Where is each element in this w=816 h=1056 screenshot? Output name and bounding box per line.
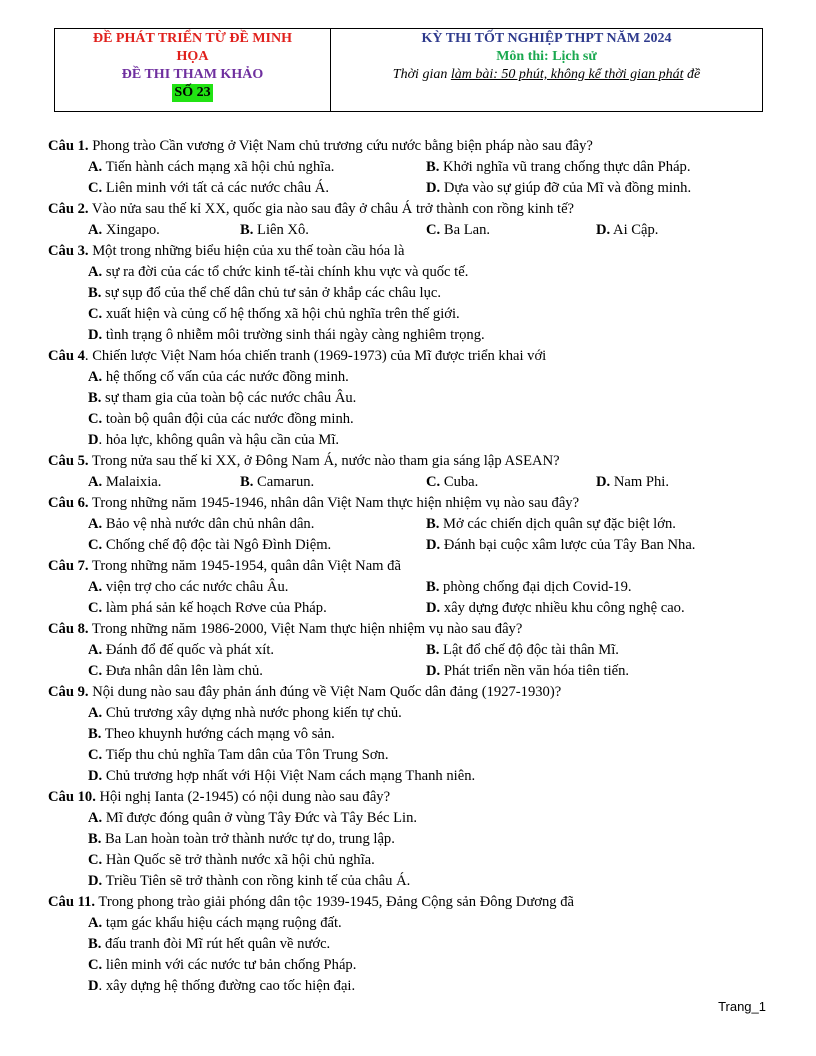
answer-row (48, 220, 778, 241)
question-stem (48, 892, 778, 913)
answer-text: Đánh đổ đế quốc và phát xít. (102, 642, 275, 658)
answer-letter: C. (88, 411, 103, 427)
answer-option (48, 745, 778, 766)
answer-option (88, 157, 334, 178)
answer-option (48, 913, 778, 934)
answer-option (48, 955, 778, 976)
question-text: Trong những năm 1986-2000, Việt Nam thực hiện nhiệm vụ nào sau đây? (88, 621, 523, 637)
answer-text: Ba Lan. (440, 222, 491, 238)
answer-text: sự tham gia của toàn bộ các nước châu Âu. (101, 390, 357, 406)
question-label: Câu 5. (48, 453, 89, 469)
question-label: Câu 2. (48, 201, 89, 217)
question-text: Phong trào Cần vương ở Việt Nam chủ trương cứu nước bằng biện pháp nào sau đây? (88, 138, 593, 154)
answer-text: Chủ trương xây dựng nhà nước phong kiến tự chủ. (102, 705, 402, 721)
answer-option (426, 472, 478, 493)
answer-letter: D. (426, 537, 441, 553)
question-2 (48, 199, 778, 241)
answer-text: liên minh với các nước tư bản chống Pháp. (102, 957, 357, 973)
question-7 (48, 556, 778, 619)
answer-letter: D (88, 432, 99, 448)
answer-option (48, 304, 778, 325)
answer-option (88, 178, 329, 199)
answer-text: Lật đổ chế độ độc tài thân Mĩ. (439, 642, 619, 658)
exam-subject: Môn thi: Lịch sử (496, 49, 597, 64)
answer-row (48, 640, 778, 661)
answer-text: Liên minh với tất cả các nước châu Á. (102, 180, 329, 196)
answer-text: xây dựng được nhiều khu công nghệ cao. (440, 600, 685, 616)
header-source-line1: ĐỀ PHÁT TRIỂN TỪ ĐỀ MINH (92, 31, 292, 46)
question-stem (48, 619, 778, 640)
answer-text: Khởi nghĩa vũ trang chống thực dân Pháp. (439, 159, 691, 175)
answer-row (48, 577, 778, 598)
answer-option (48, 724, 778, 745)
answer-text: xuất hiện và củng cố hệ thống xã hội chủ nghĩa trên thế giới. (102, 306, 460, 322)
question-8 (48, 619, 778, 682)
answer-option (426, 514, 676, 535)
answer-letter: C. (426, 474, 441, 490)
answer-option (426, 535, 695, 556)
answer-letter: D. (426, 600, 441, 616)
answer-text: viện trợ cho các nước châu Âu. (102, 579, 289, 595)
question-5 (48, 451, 778, 493)
answer-text: Liên Xô. (253, 222, 309, 238)
answer-row (48, 178, 778, 199)
question-10 (48, 787, 778, 892)
question-label: Câu 1. (48, 138, 89, 154)
answer-option (426, 577, 632, 598)
answer-letter: D. (88, 327, 103, 343)
answer-text: Đánh bại cuộc xâm lược của Tây Ban Nha. (440, 537, 696, 553)
answer-letter: D. (596, 474, 611, 490)
answer-row (48, 514, 778, 535)
answer-option (240, 472, 314, 493)
exam-header (54, 28, 763, 112)
answer-text: Chống chế độ độc tài Ngô Đình Diệm. (102, 537, 332, 553)
answer-text: phòng chống đại dịch Covid-19. (439, 579, 632, 595)
answer-option (48, 808, 778, 829)
question-stem (48, 199, 778, 220)
answer-row (48, 472, 778, 493)
page-number: Trang_1 (718, 999, 766, 1014)
answer-option (48, 976, 778, 997)
question-9 (48, 682, 778, 787)
question-label: Câu 10. (48, 789, 96, 805)
answer-option (88, 661, 263, 682)
answer-text: Phát triển nền văn hóa tiên tiến. (440, 663, 630, 679)
question-stem (48, 241, 778, 262)
answer-text: Đưa nhân dân lên làm chủ. (102, 663, 263, 679)
answer-text: Hàn Quốc sẽ trở thành nước xã hội chủ nghĩa. (102, 852, 375, 868)
answer-letter: C. (426, 222, 441, 238)
answer-option (48, 703, 778, 724)
answer-text: làm phá sản kế hoạch Rơve của Pháp. (102, 600, 327, 616)
answer-option (48, 871, 778, 892)
answer-letter: C. (88, 663, 103, 679)
question-label: Câu 11. (48, 894, 96, 910)
answer-text: . xây dựng hệ thống đường cao tốc hiện đại. (98, 978, 356, 994)
question-stem (48, 556, 778, 577)
answer-letter: A. (88, 369, 103, 385)
answer-text: Nam Phi. (610, 474, 669, 490)
answer-option (426, 598, 685, 619)
answer-row (48, 661, 778, 682)
answer-letter: C. (88, 957, 103, 973)
answer-option (88, 640, 274, 661)
answer-letter: D. (426, 180, 441, 196)
answer-letter: A. (88, 642, 103, 658)
answer-row (48, 157, 778, 178)
answer-text: Ba Lan hoàn toàn trở thành nước tự do, trung lập. (101, 831, 395, 847)
answer-option (88, 598, 327, 619)
answer-letter: C. (88, 537, 103, 553)
question-text: Hội nghị Ianta (2-1945) có nội dung nào sau đây? (95, 789, 391, 805)
answer-text: sự sụp đổ của thể chế dân chủ tư sản ở khắp các châu lục. (101, 285, 442, 301)
answer-text: tạm gác khẩu hiệu cách mạng ruộng đất. (102, 915, 342, 931)
question-list (48, 136, 778, 997)
answer-letter: A. (88, 474, 103, 490)
answer-letter: C. (88, 306, 103, 322)
answer-text: đấu tranh đòi Mĩ rút hết quân về nước. (101, 936, 331, 952)
answer-letter: D. (426, 663, 441, 679)
answer-text: Bảo vệ nhà nước dân chủ nhân dân. (102, 516, 315, 532)
answer-letter: A. (88, 705, 103, 721)
answer-letter: B. (240, 474, 254, 490)
answer-letter: D. (596, 222, 611, 238)
answer-letter: A. (88, 915, 103, 931)
question-stem (48, 787, 778, 808)
question-11 (48, 892, 778, 997)
question-text: . Chiến lược Việt Nam hóa chiến tranh (1969-1973) của Mĩ được triển khai với (84, 348, 547, 364)
question-4 (48, 346, 778, 451)
exam-duration: Thời gian làm bài: 50 phút, không kể thời gian phát đề (392, 67, 701, 82)
answer-text: Mở các chiến dịch quân sự đặc biệt lớn. (439, 516, 676, 532)
answer-option (88, 535, 331, 556)
question-label: Câu 9. (48, 684, 89, 700)
answer-letter: B. (88, 831, 102, 847)
answer-text: Tiến hành cách mạng xã hội chủ nghĩa. (102, 159, 335, 175)
answer-option (48, 262, 778, 283)
answer-letter: B. (426, 159, 440, 175)
answer-text: Tiếp thu chủ nghĩa Tam dân của Tôn Trung Sơn. (102, 747, 389, 763)
answer-option (426, 640, 619, 661)
answer-text: Camarun. (253, 474, 315, 490)
answer-option (88, 472, 161, 493)
exam-code-badge: SỐ 23 (174, 85, 211, 100)
answer-text: . hỏa lực, không quân và hậu cần của Mĩ. (98, 432, 340, 448)
answer-letter: A. (88, 159, 103, 175)
answer-letter: D. (88, 768, 103, 784)
answer-text: hệ thống cố vấn của các nước đồng minh. (102, 369, 349, 385)
answer-letter: A. (88, 264, 103, 280)
answer-letter: B. (88, 726, 102, 742)
answer-option (48, 829, 778, 850)
answer-letter: C. (88, 852, 103, 868)
answer-option (426, 661, 629, 682)
question-1 (48, 136, 778, 199)
header-left-cell (55, 29, 331, 111)
answer-letter: A. (88, 810, 103, 826)
question-label: Câu 8. (48, 621, 89, 637)
question-text: Trong phong trào giải phóng dân tộc 1939-1945, Đảng Cộng sản Đông Dương đã (95, 894, 574, 910)
answer-text: sự ra đời của các tổ chức kinh tế-tài chính khu vực và quốc tế. (102, 264, 469, 280)
answer-option (48, 388, 778, 409)
answer-letter: B. (426, 642, 440, 658)
question-text: Vào nửa sau thế kỉ XX, quốc gia nào sau đây ở châu Á trở thành con rồng kinh tế? (88, 201, 575, 217)
header-source-line2: HỌA (176, 49, 209, 64)
header-right-cell (331, 29, 762, 111)
answer-letter: D (88, 978, 99, 994)
question-stem (48, 451, 778, 472)
answer-text: toàn bộ quân đội của các nước đồng minh. (102, 411, 354, 427)
answer-text: Ai Cập. (610, 222, 659, 238)
answer-letter: B. (426, 516, 440, 532)
exam-title: KỲ THI TỐT NGHIỆP THPT NĂM 2024 (421, 31, 672, 46)
answer-option (48, 766, 778, 787)
answer-option (48, 430, 778, 451)
answer-text: Triều Tiên sẽ trở thành con rồng kinh tế của châu Á. (102, 873, 411, 889)
question-stem (48, 682, 778, 703)
answer-option (426, 157, 691, 178)
question-text: Một trong những biểu hiện của xu thế toàn cầu hóa là (88, 243, 405, 259)
answer-option (48, 367, 778, 388)
question-text: Trong nửa sau thế kỉ XX, ở Đông Nam Á, nước nào tham gia sáng lập ASEAN? (88, 453, 560, 469)
answer-letter: D. (88, 873, 103, 889)
answer-option (426, 220, 490, 241)
answer-text: Chủ trương hợp nhất với Hội Việt Nam cách mạng Thanh niên. (102, 768, 476, 784)
answer-text: Mĩ được đóng quân ở vùng Tây Đức và Tây Béc Lin. (102, 810, 418, 826)
answer-letter: A. (88, 579, 103, 595)
answer-letter: B. (88, 936, 102, 952)
question-stem (48, 136, 778, 157)
answer-option (596, 220, 658, 241)
answer-letter: A. (88, 222, 103, 238)
question-6 (48, 493, 778, 556)
question-stem (48, 346, 778, 367)
answer-text: Dựa vào sự giúp đỡ của Mĩ và đồng minh. (440, 180, 692, 196)
answer-text: Xingapo. (102, 222, 160, 238)
question-label: Câu 4 (48, 348, 85, 364)
answer-row (48, 598, 778, 619)
answer-letter: C. (88, 600, 103, 616)
answer-text: Cuba. (440, 474, 479, 490)
answer-option (48, 934, 778, 955)
answer-option (88, 514, 314, 535)
answer-letter: B. (240, 222, 254, 238)
answer-text: Theo khuynh hướng cách mạng vô sản. (101, 726, 335, 742)
header-exam-type: ĐỀ THI THAM KHẢO (121, 67, 264, 82)
question-label: Câu 3. (48, 243, 89, 259)
question-stem (48, 493, 778, 514)
question-label: Câu 7. (48, 558, 89, 574)
answer-option (88, 220, 160, 241)
question-text: Nội dung nào sau đây phản ánh đúng về Việt Nam Quốc dân đảng (1927-1930)? (88, 684, 562, 700)
question-3 (48, 241, 778, 346)
answer-text: Malaixia. (102, 474, 162, 490)
question-text: Trong những năm 1945-1954, quân dân Việt Nam đã (88, 558, 401, 574)
answer-letter: B. (88, 390, 102, 406)
question-label: Câu 6. (48, 495, 89, 511)
answer-letter: B. (426, 579, 440, 595)
answer-option (48, 283, 778, 304)
answer-row (48, 535, 778, 556)
answer-option (48, 850, 778, 871)
answer-option (240, 220, 309, 241)
question-text: Trong những năm 1945-1946, nhân dân Việt Nam thực hiện nhiệm vụ nào sau đây? (88, 495, 580, 511)
answer-text: tình trạng ô nhiễm môi trường sinh thái ngày càng nghiêm trọng. (102, 327, 485, 343)
answer-option (48, 325, 778, 346)
answer-option (48, 409, 778, 430)
answer-option (88, 577, 288, 598)
answer-letter: C. (88, 180, 103, 196)
answer-letter: C. (88, 747, 103, 763)
answer-letter: A. (88, 516, 103, 532)
answer-option (596, 472, 669, 493)
answer-letter: B. (88, 285, 102, 301)
answer-option (426, 178, 691, 199)
